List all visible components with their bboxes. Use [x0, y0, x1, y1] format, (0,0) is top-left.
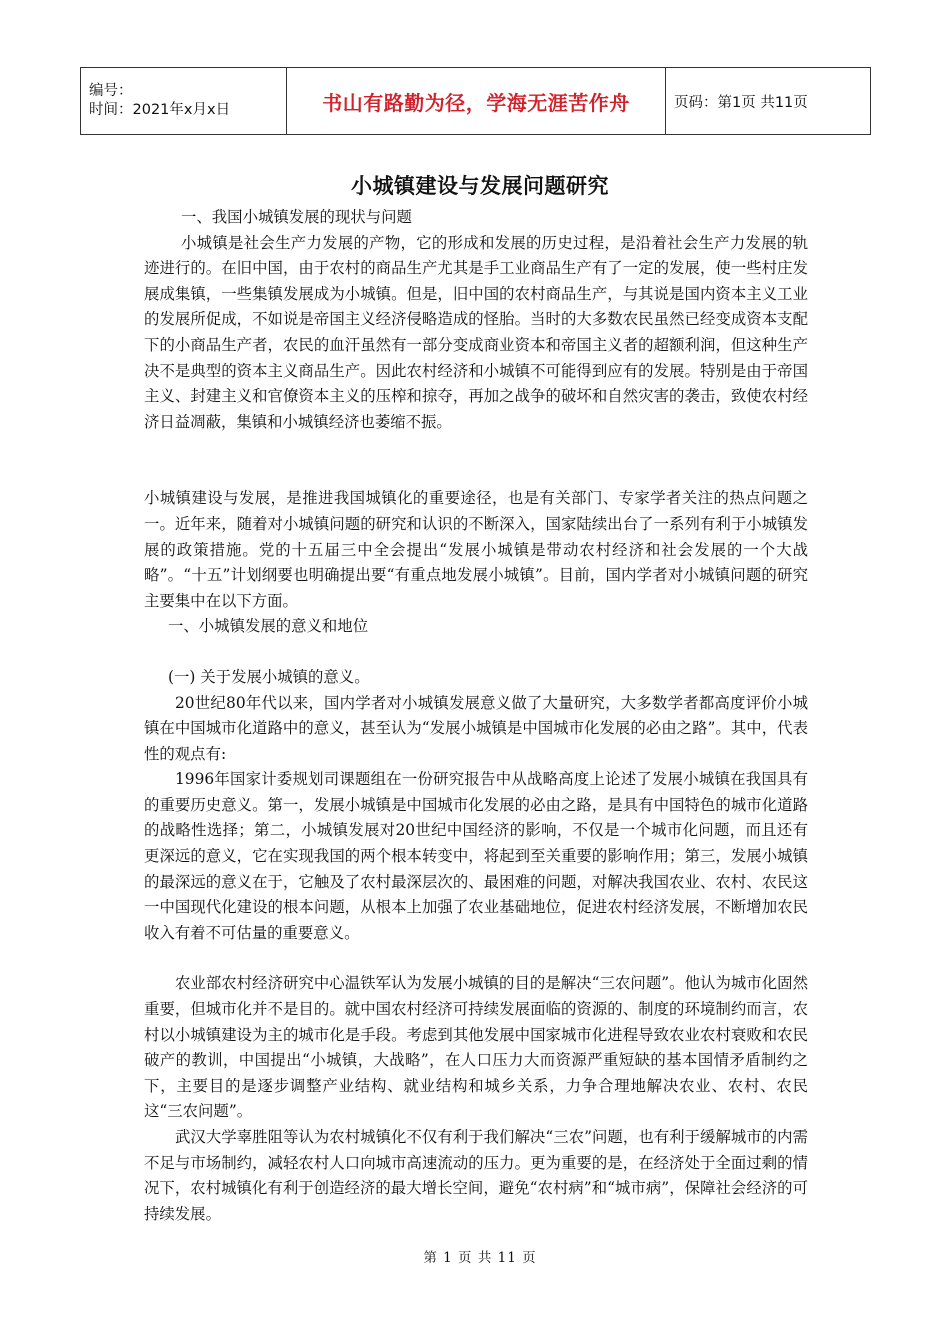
document-title: 小城镇建设与发展问题研究 — [351, 174, 609, 198]
page-footer: 第 1 页 共 11 页 — [423, 1250, 537, 1266]
header-motto: 书山有路勤为径，学海无涯苦作舟 — [287, 68, 666, 135]
body-paragraph: 农业部农村经济研究中心温铁军认为发展小城镇的目的是解决“三农问题”。他认为城市化固然重要，但城市化并不是目的。就中国农村经济可持续发展面临的资源的、制度的环境制约而言，农村以小城镇建设为主的城市化是手段。考虑到其他发展中国家城市化进程导致农业农村衰败和农民破产的教训，中国提出“小城镇，大战略”，在人口压力大而资源严重短缺的基本国情矛盾制约之下，主要目的是逐步调整产业结构、就业结构和城乡关系，力争合理地解决农业、农村、农民这“三农问题”。 — [144, 974, 808, 1121]
section-heading: 一、小城镇发展的意义和地位 — [168, 617, 369, 636]
body-paragraph: 1996年国家计委规划司课题组在一份研究报告中从战略高度上论述了发展小城镇在我国具有的重要历史意义。第一，发展小城镇是中国城市化发展的必由之路，是具有中国特色的城市化道路的战略性选择；第二，小城镇发展对20世纪中国经济的影响，不仅是一个城市化问题，而且还有更深远的意义，它在实现我国的两个根本转变中，将起到至关重要的影响作用；第三，发展小城镇的最深远的意义在于，它触及了农村最深层次的、最困难的问题，对解决我国农业、农村、农民这一中国现代化建设的根本问题，从根本上加强了农业基础地位，促进农村经济发展，不断增加农民收入有着不可估量的重要意义。 — [144, 770, 808, 942]
document-number-label: 编号： — [89, 83, 133, 99]
paragraph-spacer — [144, 640, 808, 665]
body-paragraph: 20世纪80年代以来，国内学者对小城镇发展意义做了大量研究，大多数学者都高度评价小城镇在中国城市化道路中的意义，甚至认为“发展小城镇是中国城市化发展的必由之路”。其中，代表性的观点有: — [144, 693, 808, 763]
body-paragraph: 小城镇是社会生产力发展的产物，它的形成和发展的历史过程，是沿着社会生产力发展的轨迹进行的。在旧中国，由于农村的商品生产尤其是手工业商品生产有了一定的发展，使一些村庄发展成集镇，一些集镇发展成为小城镇。但是，旧中国的农村商品生产，与其说是国内资本主义工业的发展所促成，不如说是帝国主义经济侵略造成的怪胎。当时的大多数农民虽然已经变成资本支配下的小商品生产者，农民的血汗虽然有一部分变成商业资本和帝国主义者的超额利润，但这种生产决不是典型的资本主义商品生产。因此农村经济和小城镇不可能得到应有的发展。特别是由于帝国主义、封建主义和官僚资本主义的压榨和掠夺，再加之战争的破坏和自然灾害的袭击，致使农村经济日益凋蔽，集镇和小城镇经济也萎缩不振。 — [144, 233, 808, 431]
header-info-cell — [81, 68, 287, 135]
body-paragraph: 武汉大学辜胜阻等认为农村城镇化不仅有利于我们解决“三农”问题，也有利于缓解城市的内需不足与市场制约，减轻农村人口向城市高速流动的压力。更为重要的是，在经济处于全面过剩的情况下，农村城镇化有利于创造经济的最大增长空间，避免“农村病”和“城市病”，保障社会经济的可持续发展。 — [144, 1128, 808, 1223]
header-table — [80, 67, 871, 135]
document-date-label: 时间：2021年x月x日 — [89, 102, 231, 118]
body-paragraph: 小城镇建设与发展，是推进我国城镇化的重要途径，也是有关部门、专家学者关注的热点问题之一。近年来，随着对小城镇问题的研究和认识的不断深入，国家陆续出台了一系列有利于小城镇发展的政策措施。党的十五届三中全会提出“发展小城镇是带动农村经济和社会发展的一个大战略”。“十五”计划纲要也明确提出要“有重点地发展小城镇”。目前，国内学者对小城镇问题的研究主要集中在以下方面。 — [144, 489, 808, 610]
subsection-heading: (一) 关于发展小城镇的意义。 — [168, 667, 370, 686]
section-heading: 一、我国小城镇发展的现状与问题 — [181, 208, 412, 226]
document-body — [144, 205, 808, 1227]
paragraph-spacer — [144, 946, 808, 971]
header-page-info: 页码：第1页 共11页 — [666, 68, 871, 135]
paragraph-spacer — [144, 435, 808, 486]
